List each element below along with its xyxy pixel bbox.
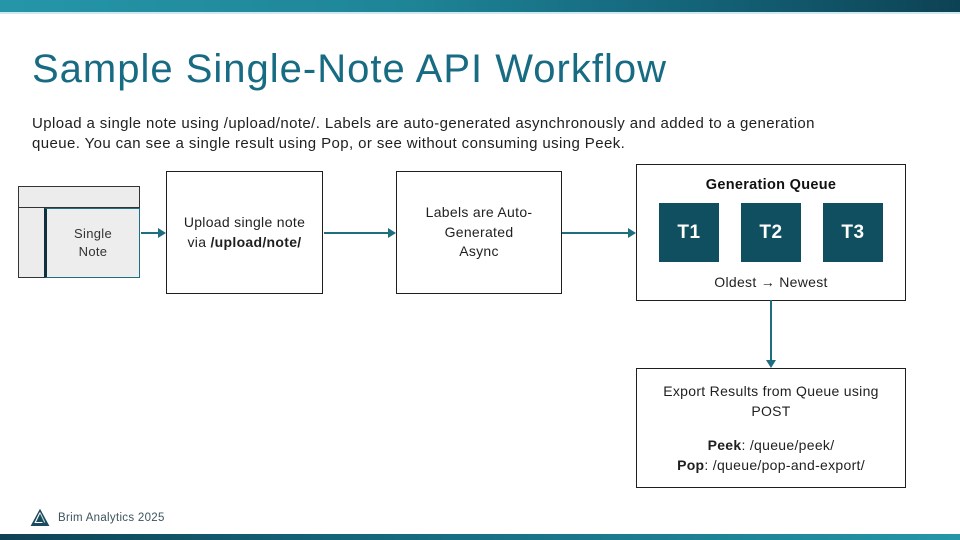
single-note-table-icon (18, 186, 140, 278)
upload-box-line2 (187, 233, 301, 253)
queue-tiles (637, 203, 905, 262)
labels-box-line: Labels are Auto- (425, 204, 533, 221)
labels-box-line: Async (459, 243, 499, 260)
bottom-accent-bar (0, 534, 960, 540)
arrow-line (770, 300, 773, 360)
single-note-label: Single (74, 226, 112, 242)
footer (30, 508, 165, 527)
table-header-row (19, 187, 139, 208)
brim-logo-icon (30, 508, 50, 527)
page-description (32, 114, 815, 155)
pop-path: : /queue/pop-and-export/ (704, 456, 865, 473)
arrowhead-icon (158, 228, 166, 238)
generation-queue-box (636, 164, 906, 301)
labels-box-line: Generated (444, 223, 514, 240)
arrow-line (141, 232, 159, 235)
flow-arrow-icon (141, 228, 166, 238)
labels-async-box (396, 171, 562, 294)
peek-path: : /queue/peek/ (741, 436, 835, 453)
peek-label: Peek (707, 436, 742, 453)
queue-tile-t3: T3 (823, 203, 883, 262)
top-accent-underline (0, 12, 960, 14)
upload-endpoint: /upload/note/ (210, 233, 302, 250)
queue-title: Generation Queue (705, 177, 837, 193)
top-accent-bar (0, 0, 960, 12)
upload-box-line1: Upload single note (183, 213, 306, 230)
flow-arrow-icon (562, 228, 636, 238)
flow-arrow-down-icon (766, 300, 776, 368)
export-box-line2: POST (751, 403, 791, 420)
export-box-line1: Export Results from Queue using (663, 382, 879, 399)
table-left-column (19, 208, 44, 277)
export-results-box (636, 368, 906, 488)
flow-arrow-icon (324, 228, 396, 238)
single-note-cell (44, 208, 140, 278)
arrow-line (562, 232, 629, 235)
pop-endpoint-line (677, 455, 865, 475)
peek-endpoint-line (708, 435, 835, 455)
page-title: Sample Single-Note API Workflow (32, 47, 667, 91)
queue-order-caption: Oldest → Newest (714, 274, 828, 290)
arrowhead-icon (766, 360, 776, 368)
single-note-label: Note (78, 244, 108, 259)
upload-note-box (166, 171, 323, 294)
arrowhead-icon (388, 228, 396, 238)
brand-text: Brim Analytics 2025 (58, 511, 165, 524)
queue-tile-t2: T2 (741, 203, 801, 262)
pop-label: Pop (677, 456, 705, 473)
queue-tile-t1: T1 (659, 203, 719, 262)
upload-box-line2-prefix: via (187, 233, 211, 250)
description-line: Upload a single note using /upload/note/. Labels are auto-generated asynchronously and added to a generation (32, 115, 815, 132)
arrow-line (324, 232, 389, 235)
arrowhead-icon (628, 228, 636, 238)
description-line: queue. You can see a single result using Pop, or see without consuming using Peek. (32, 135, 626, 153)
